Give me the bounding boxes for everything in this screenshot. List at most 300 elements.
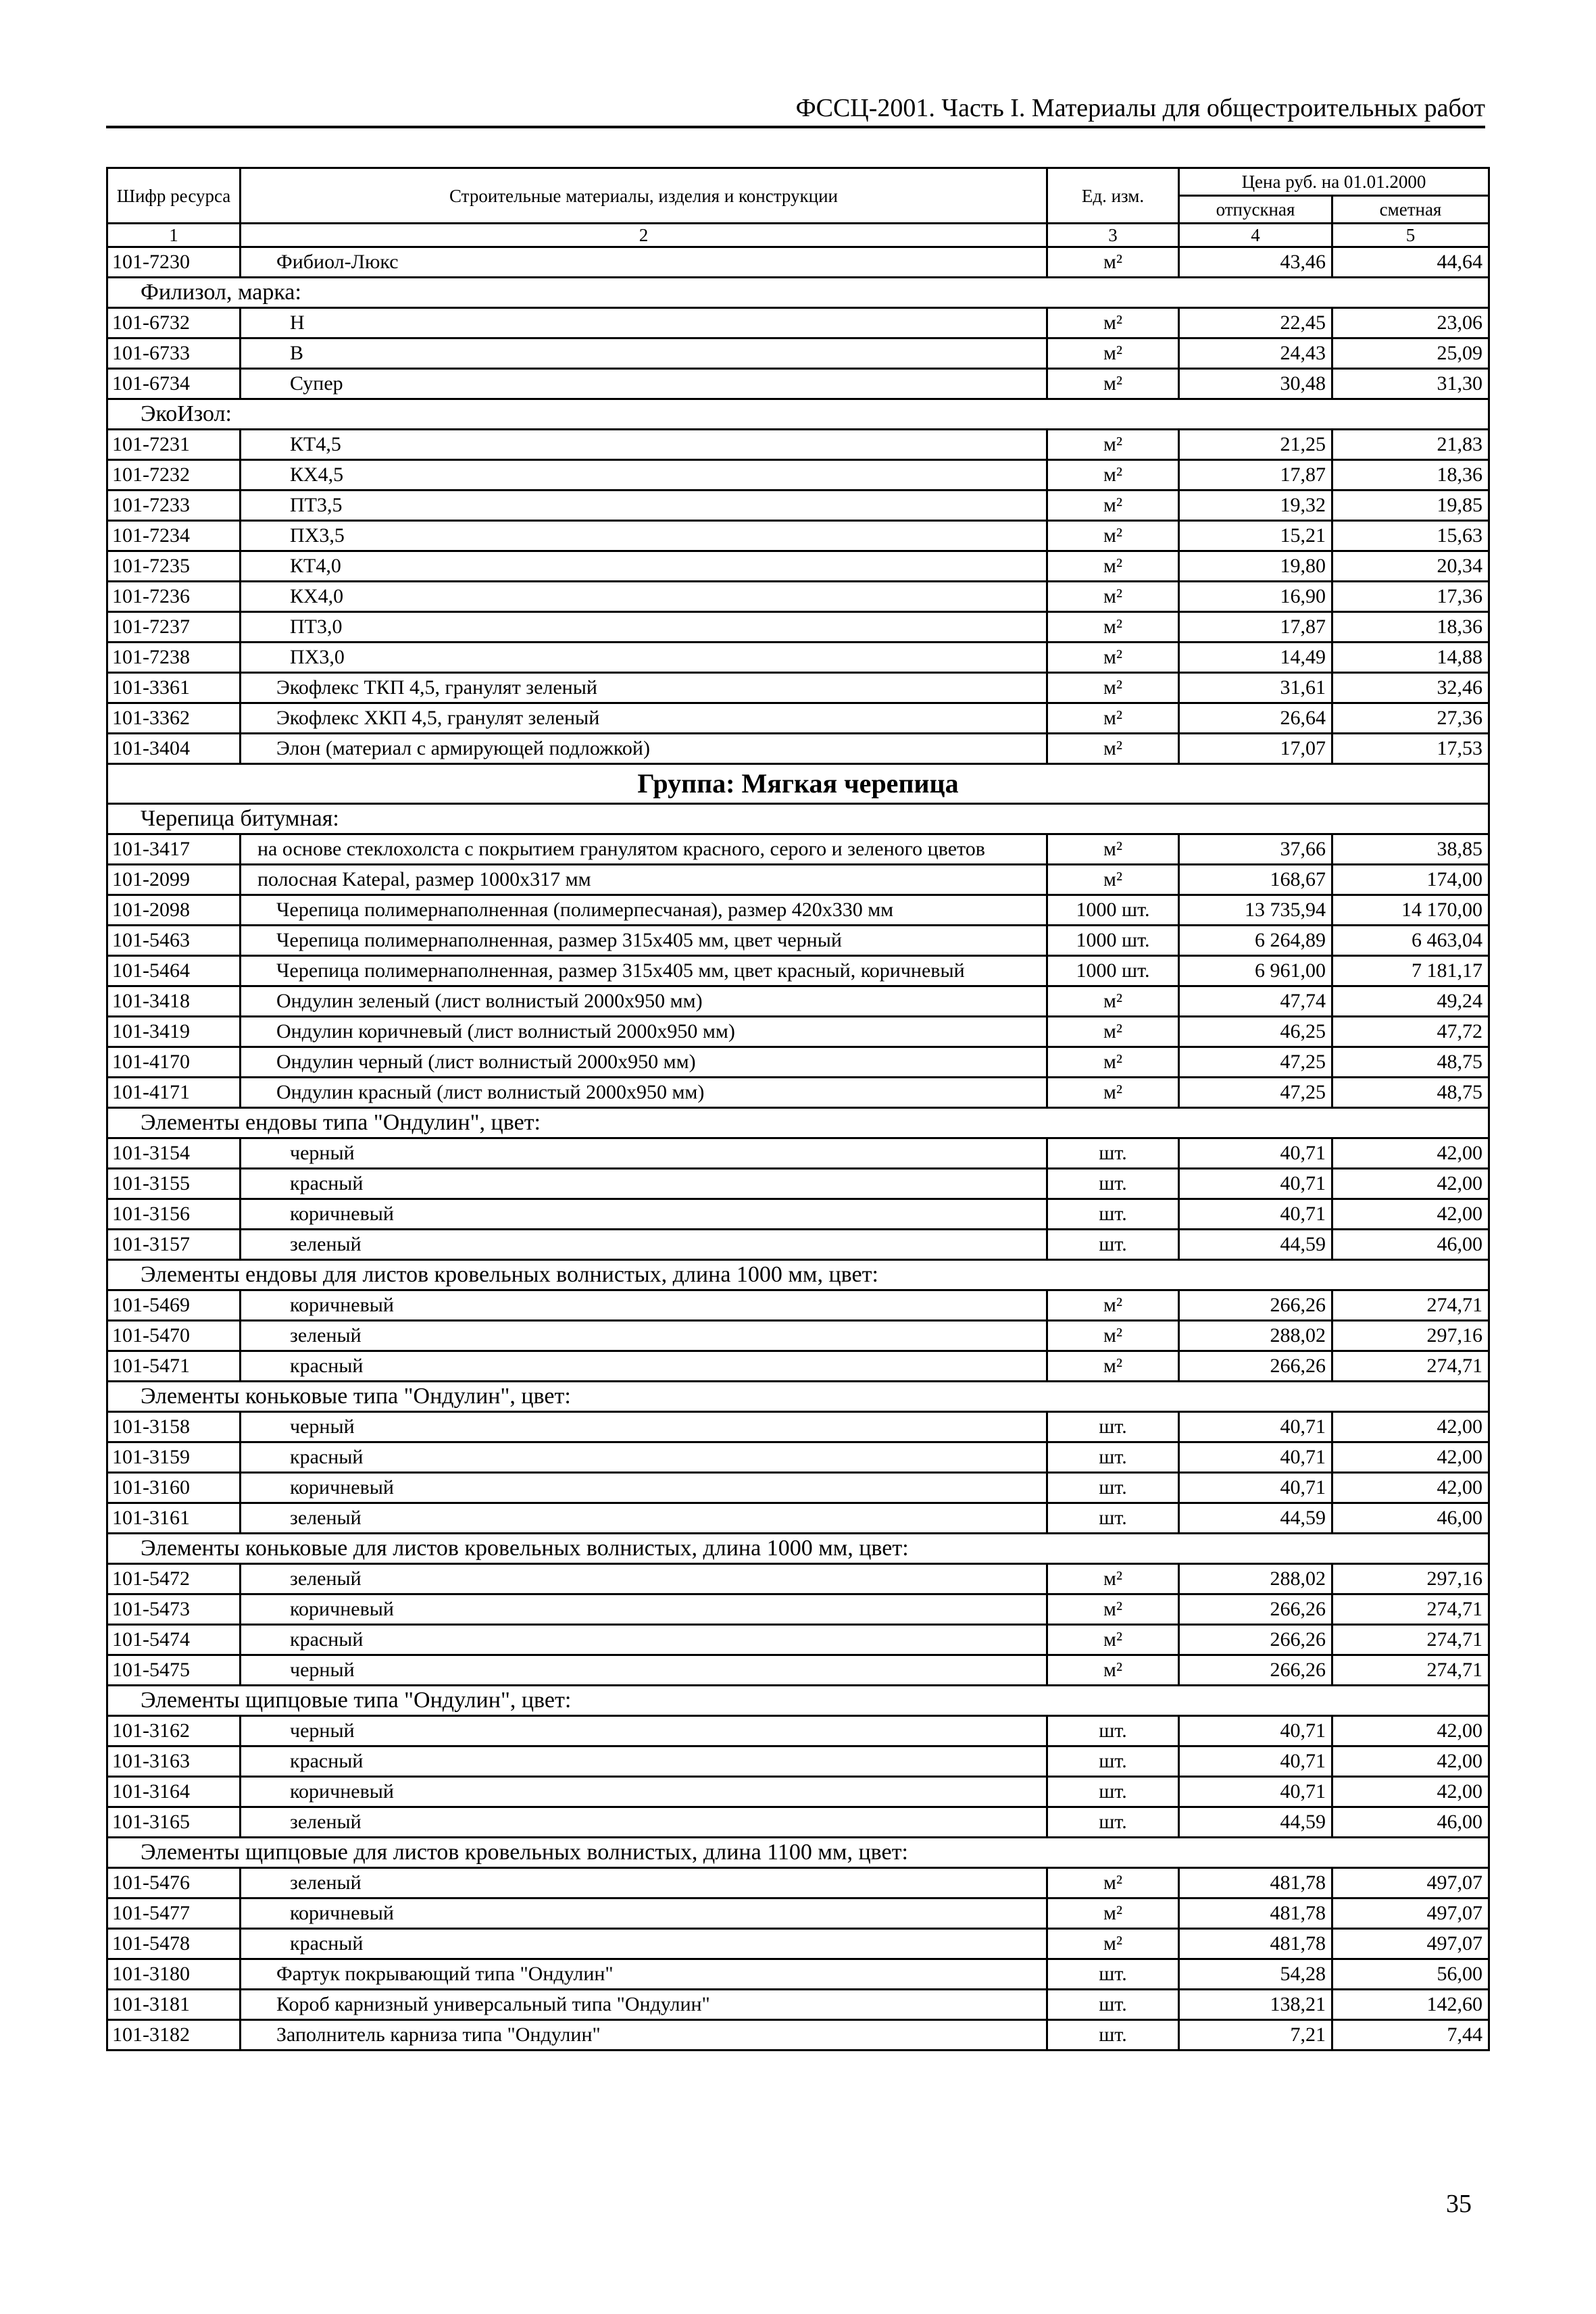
table-row [107,2020,1489,2051]
resource-code: 101-5474 [107,1625,241,1655]
release-price: 14,49 [1179,643,1332,673]
unit: 1000 шт. [1047,895,1179,926]
estimate-price: 274,71 [1332,1594,1489,1625]
table-row [107,247,1489,278]
unit: м² [1047,521,1179,551]
unit: м² [1047,643,1179,673]
resource-code: 101-5470 [107,1321,241,1351]
material-name: Фибиол-Люкс [241,247,1047,278]
estimate-price: 274,71 [1332,1290,1489,1321]
header-unit: Ед. изм. [1047,168,1179,224]
table-row [107,1594,1489,1625]
resource-code: 101-5469 [107,1290,241,1321]
estimate-price: 15,63 [1332,521,1489,551]
table-row [107,734,1489,764]
materials-price-table [106,167,1490,2051]
header-name: Строительные материалы, изделия и конструкции [241,168,1047,224]
estimate-price: 21,83 [1332,430,1489,460]
material-name: КТ4,0 [241,551,1047,582]
table-row [107,491,1489,521]
resource-code: 101-3182 [107,2020,241,2051]
unit: м² [1047,734,1179,764]
release-price: 37,66 [1179,834,1332,865]
release-price: 19,32 [1179,491,1332,521]
unit: шт. [1047,1746,1179,1777]
material-name: КХ4,0 [241,582,1047,612]
table-row [107,956,1489,986]
release-price: 40,71 [1179,1746,1332,1777]
release-price: 266,26 [1179,1351,1332,1382]
unit: м² [1047,612,1179,643]
material-name: зеленый [241,1868,1047,1898]
material-name: Ондулин черный (лист волнистый 2000x950 мм) [241,1047,1047,1078]
unit: м² [1047,491,1179,521]
release-price: 6 961,00 [1179,956,1332,986]
table-row [107,338,1489,369]
resource-code: 101-3418 [107,986,241,1017]
table-row [107,1473,1489,1503]
header-estimate-price: сметная [1332,196,1489,224]
release-price: 17,87 [1179,612,1332,643]
subheading-row [107,1686,1489,1716]
material-name: коричневый [241,1473,1047,1503]
table-row [107,1746,1489,1777]
release-price: 47,25 [1179,1078,1332,1108]
unit: м² [1047,247,1179,278]
table-row [107,582,1489,612]
release-price: 266,26 [1179,1655,1332,1686]
table-row [107,1625,1489,1655]
release-price: 47,25 [1179,1047,1332,1078]
material-name: Н [241,308,1047,338]
unit: м² [1047,1868,1179,1898]
release-price: 31,61 [1179,673,1332,703]
unit: м² [1047,673,1179,703]
table-row [107,551,1489,582]
unit: шт. [1047,1473,1179,1503]
material-name: зеленый [241,1230,1047,1260]
unit: м² [1047,1898,1179,1929]
resource-code: 101-3159 [107,1442,241,1473]
resource-code: 101-3162 [107,1716,241,1746]
resource-code: 101-7237 [107,612,241,643]
unit: шт. [1047,1990,1179,2020]
table-row [107,1199,1489,1230]
release-price: 40,71 [1179,1138,1332,1169]
table-row [107,1990,1489,2020]
subheading-row [107,1838,1489,1868]
estimate-price: 46,00 [1332,1230,1489,1260]
table-body [107,247,1489,2051]
resource-code: 101-5464 [107,956,241,986]
resource-code: 101-5473 [107,1594,241,1625]
resource-code: 101-3154 [107,1138,241,1169]
unit: м² [1047,582,1179,612]
resource-code: 101-5476 [107,1868,241,1898]
resource-code: 101-2099 [107,865,241,895]
estimate-price: 20,34 [1332,551,1489,582]
resource-code: 101-3156 [107,1199,241,1230]
unit: м² [1047,1564,1179,1594]
material-name: красный [241,1746,1047,1777]
table-row [107,673,1489,703]
release-price: 266,26 [1179,1290,1332,1321]
resource-code: 101-4171 [107,1078,241,1108]
resource-code: 101-6732 [107,308,241,338]
subheading-row [107,1108,1489,1138]
table-row [107,1807,1489,1838]
material-name: красный [241,1351,1047,1382]
release-price: 40,71 [1179,1777,1332,1807]
unit: м² [1047,1321,1179,1351]
resource-code: 101-3157 [107,1230,241,1260]
subheading: Элементы коньковые для листов кровельных волнистых, длина 1000 мм, цвет: [107,1534,1489,1564]
release-price: 13 735,94 [1179,895,1332,926]
table-row [107,1078,1489,1108]
estimate-price: 46,00 [1332,1807,1489,1838]
unit: м² [1047,1929,1179,1959]
material-name: коричневый [241,1898,1047,1929]
material-name: ПХ3,5 [241,521,1047,551]
table-row [107,1321,1489,1351]
release-price: 7,21 [1179,2020,1332,2051]
material-name: коричневый [241,1290,1047,1321]
material-name: черный [241,1138,1047,1169]
unit: шт. [1047,1442,1179,1473]
col-number: 1 [107,224,241,247]
unit: м² [1047,1655,1179,1686]
estimate-price: 497,07 [1332,1898,1489,1929]
estimate-price: 47,72 [1332,1017,1489,1047]
table-row [107,1047,1489,1078]
release-price: 54,28 [1179,1959,1332,1990]
table-row [107,1351,1489,1382]
release-price: 26,64 [1179,703,1332,734]
col-number: 2 [241,224,1047,247]
estimate-price: 42,00 [1332,1442,1489,1473]
unit: 1000 шт. [1047,926,1179,956]
unit: шт. [1047,1807,1179,1838]
material-name: Ондулин зеленый (лист волнистый 2000x950 мм) [241,986,1047,1017]
resource-code: 101-3165 [107,1807,241,1838]
unit: м² [1047,1351,1179,1382]
material-name: Экофлекс ТКП 4,5, гранулят зеленый [241,673,1047,703]
table-row [107,986,1489,1017]
table-row [107,1959,1489,1990]
release-price: 6 264,89 [1179,926,1332,956]
release-price: 266,26 [1179,1594,1332,1625]
estimate-price: 274,71 [1332,1655,1489,1686]
release-price: 168,67 [1179,865,1332,895]
material-name: Экофлекс ХКП 4,5, гранулят зеленый [241,703,1047,734]
table-row [107,1017,1489,1047]
estimate-price: 42,00 [1332,1199,1489,1230]
subheading: Элементы щипцовые для листов кровельных волнистых, длина 1100 мм, цвет: [107,1838,1489,1868]
release-price: 481,78 [1179,1898,1332,1929]
material-name: коричневый [241,1199,1047,1230]
resource-code: 101-5463 [107,926,241,956]
release-price: 15,21 [1179,521,1332,551]
estimate-price: 42,00 [1332,1746,1489,1777]
release-price: 481,78 [1179,1929,1332,1959]
unit: м² [1047,1594,1179,1625]
release-price: 43,46 [1179,247,1332,278]
resource-code: 101-3161 [107,1503,241,1534]
material-name: Черепица полимернаполненная, размер 315x405 мм, цвет красный, коричневый [241,956,1047,986]
resource-code: 101-7236 [107,582,241,612]
table-row [107,612,1489,643]
table-row [107,1655,1489,1686]
group-row [107,764,1489,804]
estimate-price: 174,00 [1332,865,1489,895]
header-price: Цена руб. на 01.01.2000 [1179,168,1489,196]
estimate-price: 18,36 [1332,460,1489,491]
estimate-price: 46,00 [1332,1503,1489,1534]
unit: 1000 шт. [1047,956,1179,986]
unit: м² [1047,369,1179,399]
material-name: зеленый [241,1503,1047,1534]
subheading-row [107,1534,1489,1564]
release-price: 40,71 [1179,1199,1332,1230]
material-name: Черепица полимернаполненная (полимерпесчаная), размер 420x330 мм [241,895,1047,926]
unit: шт. [1047,1959,1179,1990]
subheading: Элементы ендовы для листов кровельных волнистых, длина 1000 мм, цвет: [107,1260,1489,1290]
resource-code: 101-6734 [107,369,241,399]
estimate-price: 19,85 [1332,491,1489,521]
material-name: зеленый [241,1807,1047,1838]
estimate-price: 14,88 [1332,643,1489,673]
table-row [107,703,1489,734]
release-price: 40,71 [1179,1442,1332,1473]
unit: шт. [1047,1199,1179,1230]
material-name: Ондулин красный (лист волнистый 2000x950 мм) [241,1078,1047,1108]
unit: шт. [1047,1138,1179,1169]
release-price: 288,02 [1179,1321,1332,1351]
resource-code: 101-3155 [107,1169,241,1199]
unit: м² [1047,460,1179,491]
estimate-price: 297,16 [1332,1564,1489,1594]
release-price: 40,71 [1179,1473,1332,1503]
table-row [107,1929,1489,1959]
subheading-row [107,399,1489,430]
release-price: 21,25 [1179,430,1332,460]
release-price: 22,45 [1179,308,1332,338]
resource-code: 101-7235 [107,551,241,582]
material-name: КХ4,5 [241,460,1047,491]
resource-code: 101-3158 [107,1412,241,1442]
header-release-price: отпускная [1179,196,1332,224]
table-row [107,460,1489,491]
unit: шт. [1047,1716,1179,1746]
release-price: 288,02 [1179,1564,1332,1594]
subheading-row [107,1260,1489,1290]
subheading: Элементы коньковые типа "Ондулин", цвет: [107,1382,1489,1412]
subheading: ЭкоИзол: [107,399,1489,430]
estimate-price: 42,00 [1332,1169,1489,1199]
resource-code: 101-5477 [107,1898,241,1929]
estimate-price: 274,71 [1332,1351,1489,1382]
resource-code: 101-3180 [107,1959,241,1990]
table-row [107,1564,1489,1594]
estimate-price: 44,64 [1332,247,1489,278]
estimate-price: 42,00 [1332,1138,1489,1169]
estimate-price: 48,75 [1332,1078,1489,1108]
table-row [107,1290,1489,1321]
table-row [107,865,1489,895]
table-row [107,926,1489,956]
estimate-price: 42,00 [1332,1412,1489,1442]
unit: м² [1047,986,1179,1017]
table-row [107,895,1489,926]
resource-code: 101-3417 [107,834,241,865]
material-name: Фартук покрывающий типа "Ондулин" [241,1959,1047,1990]
material-name: ПТ3,0 [241,612,1047,643]
estimate-price: 7,44 [1332,2020,1489,2051]
material-name: В [241,338,1047,369]
unit: шт. [1047,2020,1179,2051]
group-title: Группа: Мягкая черепица [107,764,1489,804]
estimate-price: 38,85 [1332,834,1489,865]
resource-code: 101-7232 [107,460,241,491]
release-price: 44,59 [1179,1230,1332,1260]
unit: м² [1047,1017,1179,1047]
release-price: 266,26 [1179,1625,1332,1655]
material-name: Заполнитель карниза типа "Ондулин" [241,2020,1047,2051]
unit: м² [1047,865,1179,895]
col-number: 4 [1179,224,1332,247]
material-name: черный [241,1655,1047,1686]
estimate-price: 497,07 [1332,1929,1489,1959]
unit: шт. [1047,1503,1179,1534]
table-row [107,1412,1489,1442]
table-row [107,430,1489,460]
material-name: Короб карнизный универсальный типа "Ондулин" [241,1990,1047,2020]
subheading: Элементы щипцовые типа "Ондулин", цвет: [107,1686,1489,1716]
resource-code: 101-3361 [107,673,241,703]
release-price: 16,90 [1179,582,1332,612]
unit: шт. [1047,1777,1179,1807]
running-header: ФССЦ-2001. Часть I. Материалы для общестроительных работ [106,93,1485,128]
resource-code: 101-3419 [107,1017,241,1047]
col-number: 5 [1332,224,1489,247]
table-row [107,1503,1489,1534]
estimate-price: 7 181,17 [1332,956,1489,986]
table-row [107,1868,1489,1898]
release-price: 138,21 [1179,1990,1332,2020]
resource-code: 101-5475 [107,1655,241,1686]
resource-code: 101-3404 [107,734,241,764]
unit: м² [1047,430,1179,460]
release-price: 24,43 [1179,338,1332,369]
estimate-price: 31,30 [1332,369,1489,399]
unit: м² [1047,1625,1179,1655]
estimate-price: 49,24 [1332,986,1489,1017]
estimate-price: 27,36 [1332,703,1489,734]
material-name: черный [241,1412,1047,1442]
estimate-price: 17,36 [1332,582,1489,612]
release-price: 30,48 [1179,369,1332,399]
material-name: коричневый [241,1594,1047,1625]
resource-code: 101-7230 [107,247,241,278]
table-row [107,1230,1489,1260]
material-name: зеленый [241,1321,1047,1351]
material-name: красный [241,1169,1047,1199]
resource-code: 101-5478 [107,1929,241,1959]
estimate-price: 23,06 [1332,308,1489,338]
material-name: Ондулин коричневый (лист волнистый 2000x950 мм) [241,1017,1047,1047]
release-price: 40,71 [1179,1412,1332,1442]
table-row [107,643,1489,673]
resource-code: 101-3160 [107,1473,241,1503]
estimate-price: 297,16 [1332,1321,1489,1351]
unit: м² [1047,308,1179,338]
table-row [107,1169,1489,1199]
table-row [107,369,1489,399]
resource-code: 101-7238 [107,643,241,673]
col-number: 3 [1047,224,1179,247]
unit: шт. [1047,1169,1179,1199]
release-price: 44,59 [1179,1503,1332,1534]
subheading-row [107,804,1489,834]
subheading: Элементы ендовы типа "Ондулин", цвет: [107,1108,1489,1138]
estimate-price: 14 170,00 [1332,895,1489,926]
estimate-price: 142,60 [1332,1990,1489,2020]
resource-code: 101-3164 [107,1777,241,1807]
estimate-price: 48,75 [1332,1047,1489,1078]
resource-code: 101-7231 [107,430,241,460]
unit: шт. [1047,1230,1179,1260]
unit: м² [1047,1290,1179,1321]
material-name: ПХ3,0 [241,643,1047,673]
unit: шт. [1047,1412,1179,1442]
resource-code: 101-3181 [107,1990,241,2020]
estimate-price: 42,00 [1332,1473,1489,1503]
unit: м² [1047,551,1179,582]
unit: м² [1047,834,1179,865]
material-name: черный [241,1716,1047,1746]
table-row [107,1777,1489,1807]
release-price: 40,71 [1179,1716,1332,1746]
estimate-price: 32,46 [1332,673,1489,703]
subheading: Черепица битумная: [107,804,1489,834]
material-name: зеленый [241,1564,1047,1594]
material-name: коричневый [241,1777,1047,1807]
resource-code: 101-2098 [107,895,241,926]
resource-code: 101-6733 [107,338,241,369]
material-name: Супер [241,369,1047,399]
table-row [107,1898,1489,1929]
subheading-row [107,1382,1489,1412]
release-price: 19,80 [1179,551,1332,582]
estimate-price: 42,00 [1332,1777,1489,1807]
subheading: Филизол, марка: [107,278,1489,308]
page-number: 35 [1446,2190,1472,2218]
estimate-price: 274,71 [1332,1625,1489,1655]
table-row [107,1716,1489,1746]
estimate-price: 17,53 [1332,734,1489,764]
release-price: 44,59 [1179,1807,1332,1838]
table-row [107,521,1489,551]
resource-code: 101-3362 [107,703,241,734]
table-row [107,308,1489,338]
release-price: 17,87 [1179,460,1332,491]
resource-code: 101-7233 [107,491,241,521]
material-name: Элон (материал с армирующей подложкой) [241,734,1047,764]
estimate-price: 6 463,04 [1332,926,1489,956]
subheading-row [107,278,1489,308]
table-row [107,1442,1489,1473]
resource-code: 101-5472 [107,1564,241,1594]
